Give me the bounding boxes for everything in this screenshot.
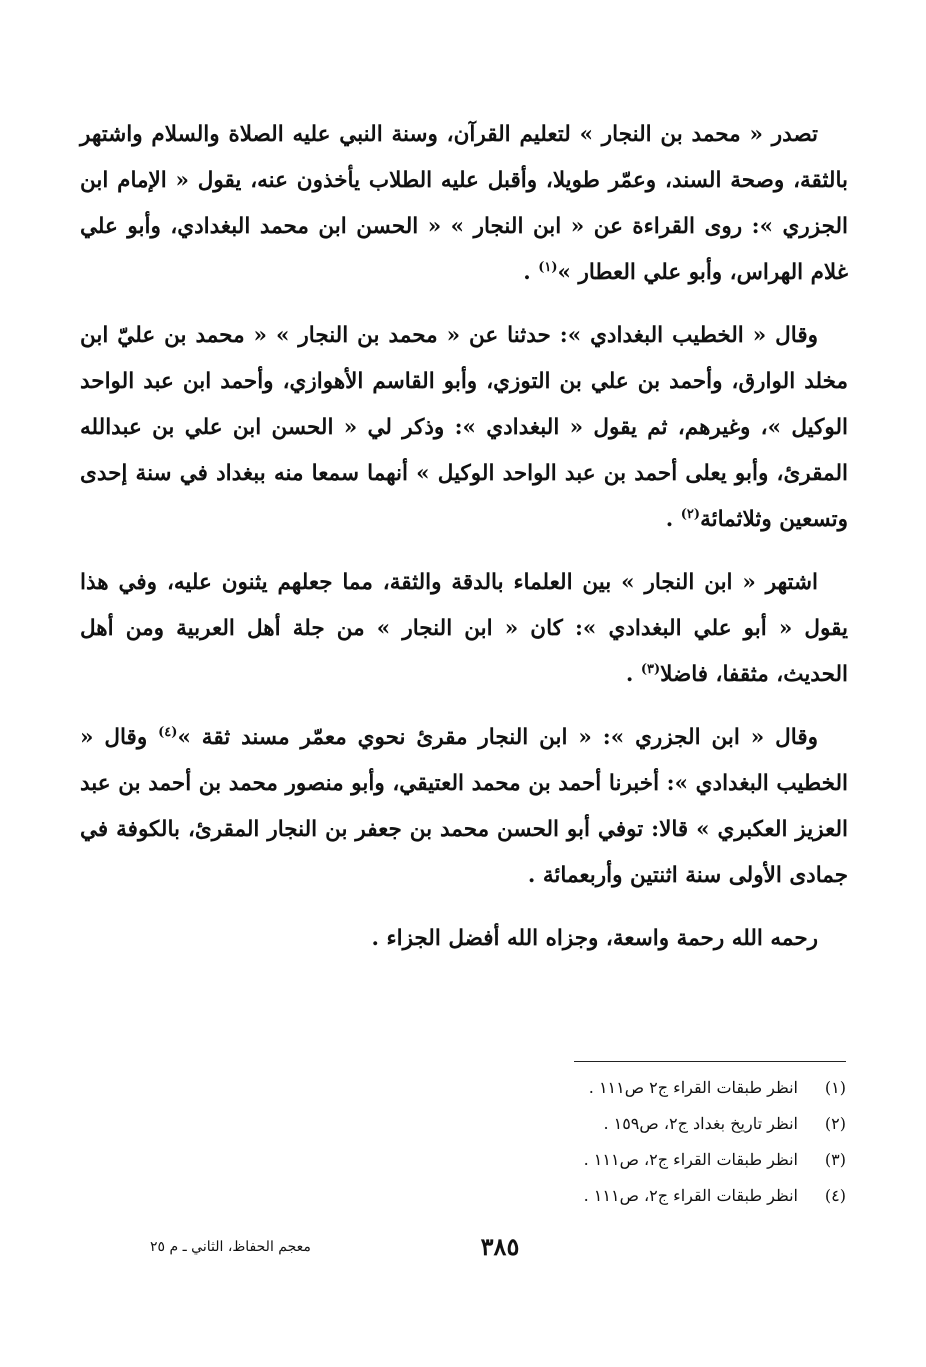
footnote-text: انظر تاريخ بغداد ج٢، ص١٥٩ . (603, 1114, 798, 1133)
paragraph-text: وقال « الخطيب البغدادي »: حدثنا عن « محمد بن النجار » « محمد بن عليّ ابن مخلد الوارق، وأحمد بن علي بن التوزي، وأبو القاسم الأهوازي، وأحمد ابن عبد الواحد الوكيل »، وغيرهم، ثم يقول « البغدادي »: وذكر لي « الحسن ابن علي بن عبدالله المقرئ، وأبو يعلى أحمد بن عبد الواحد الوكيل » أنهما سمعا منه ببغداد في سنة إحدى وتسعين وثلاثمائة (80, 323, 848, 532)
footnote-marker: (٤) (158, 724, 178, 740)
footnote-text: انظر طبقات القراء ج٢، ص١١١ . (583, 1150, 798, 1169)
main-text (80, 112, 848, 979)
footnote-3 (80, 1142, 846, 1178)
running-footer: معجم الحفاظ، الثاني ـ م ٢٥ (150, 1239, 311, 1255)
paragraph-text: وقال « ابن الجزري »: « ابن النجار مقرئ نحوي معمّر مسند ثقة » (177, 725, 818, 750)
footnotes (80, 1070, 846, 1214)
footnote-marker: (٣) (640, 661, 661, 677)
footnote-marker: (٢) (680, 506, 701, 522)
footnote-number: (٤) (824, 1186, 846, 1205)
footnote-text: انظر طبقات القراء ج٢، ص١١١ . (583, 1186, 798, 1205)
paragraph-tail: وقال « الخطيب البغدادي »: أخبرنا أحمد بن محمد العتيقي، وأبو منصور محمد بن أحمد بن عبد العزيز العكبري » قالا: توفي أبو الحسن محمد بن جعفر بن النجار المقرئ، بالكوفة في جمادى الأولى سنة اثنتين وأربعمائة . (80, 725, 848, 888)
paragraph-tail: . (523, 260, 539, 285)
paragraph-tail: . (625, 662, 641, 687)
footnote-divider (574, 1061, 846, 1062)
footnote-text: انظر طبقات القراء ج٢ ص١١١ . (588, 1078, 798, 1097)
paragraph-text: اشتهر « ابن النجار » بين العلماء بالدقة والثقة، مما جعلهم يثنون عليه، وفي هذا يقول « أبو علي البغدادي »: كان « ابن النجار » من جلة أهل العربية ومن أهل الحديث، مثقفا، فاضلا (80, 570, 848, 687)
paragraph-4 (80, 715, 848, 899)
paragraph-closing (80, 916, 848, 962)
paragraph-3 (80, 560, 848, 698)
footnote-number: (٢) (824, 1114, 846, 1133)
footnote-number: (١) (824, 1078, 846, 1097)
paragraph-text: تصدر « محمد بن النجار » لتعليم القرآن، وسنة النبي عليه الصلاة والسلام واشتهر بالثقة، وصحة السند، وعمّر طويلا، وأقبل عليه الطلاب يأخذون عنه، يقول « الإمام ابن الجزري »: روى القراءة عن « ابن النجار » « الحسن ابن محمد البغدادي، وأبو علي غلام الهراس، وأبو علي العطار » (80, 122, 848, 285)
paragraph-2 (80, 313, 848, 543)
footnote-4 (80, 1178, 846, 1214)
footnote-marker: (١) (538, 259, 558, 275)
footnote-2 (80, 1106, 846, 1142)
page-number: ٣٨٥ (480, 1232, 520, 1261)
paragraph-text: رحمه الله رحمة واسعة، وجزاه الله أفضل الجزاء . (371, 926, 818, 951)
paragraph-tail: . (665, 507, 681, 532)
paragraph-1 (80, 112, 848, 296)
footnote-number: (٣) (824, 1150, 846, 1169)
footnote-1 (80, 1070, 846, 1106)
